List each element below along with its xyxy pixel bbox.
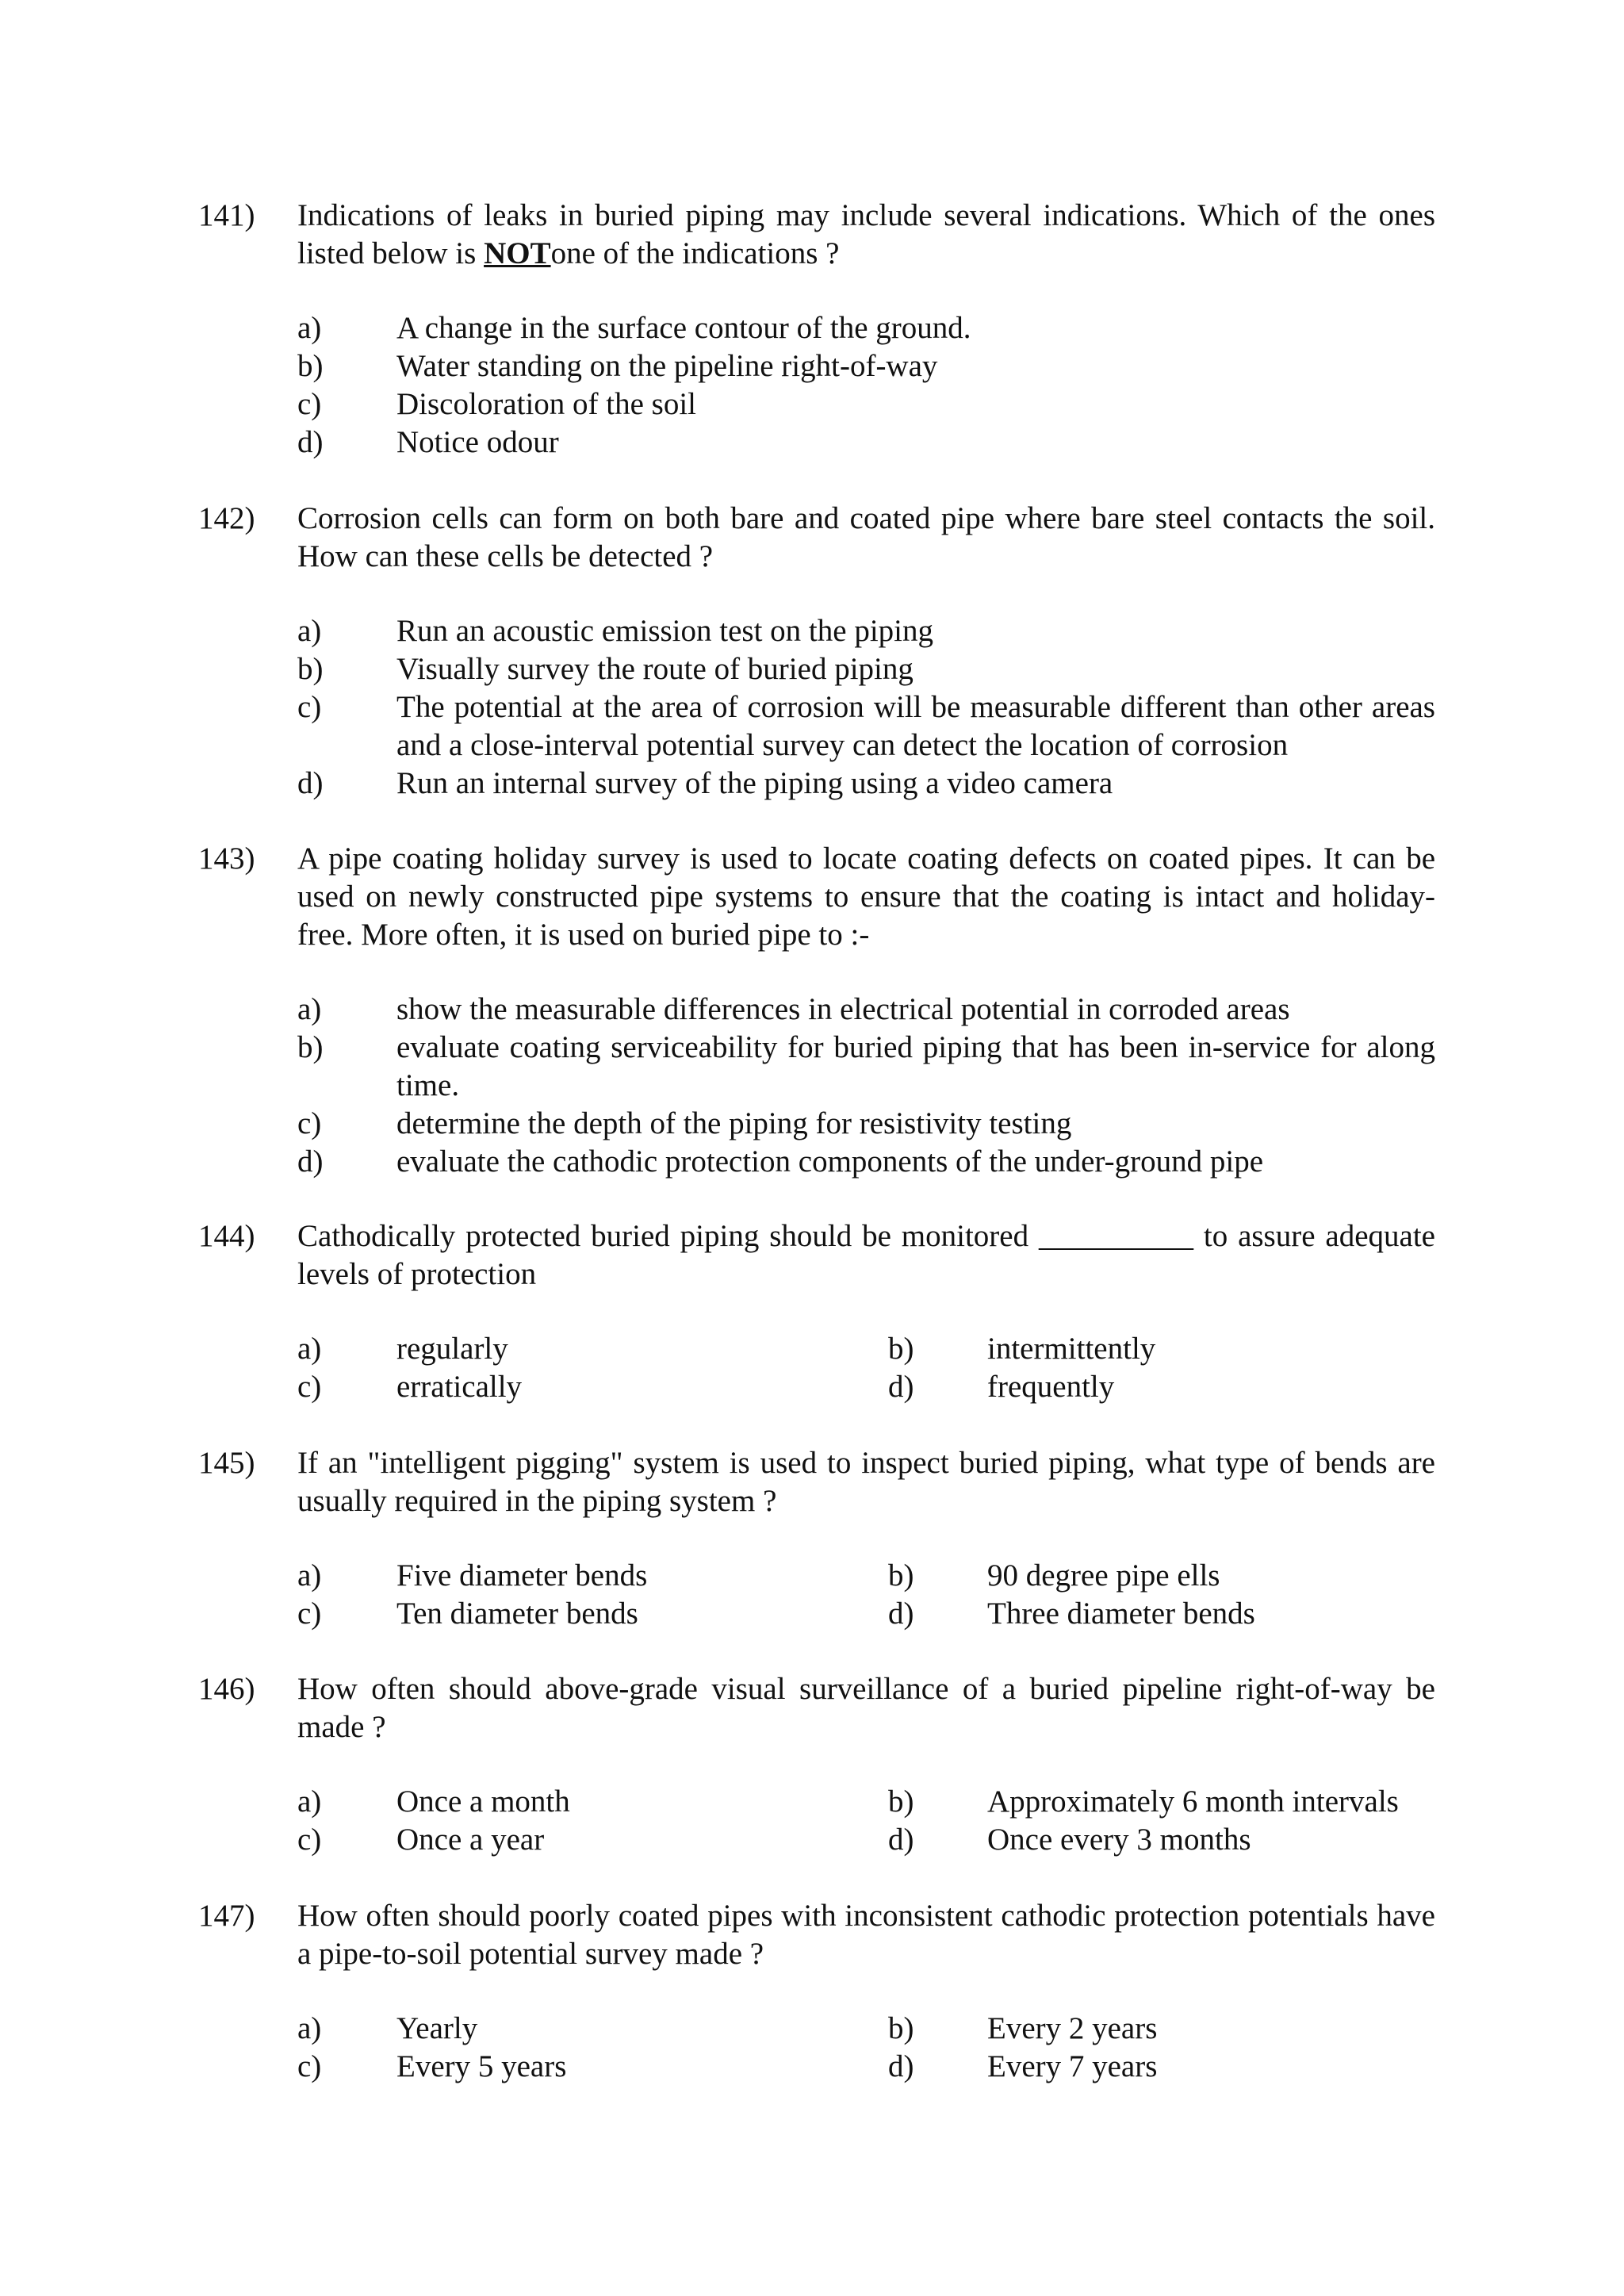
question-text: How often should poorly coated pipes with inconsistent cathodic protection potentials have a pipe-to-soil potential survey made ? — [297, 1899, 1435, 1971]
emphasis-not: NOT — [484, 236, 551, 270]
option-d[interactable]: d) Three diameter bends — [888, 1596, 1255, 1631]
option-c[interactable]: c) Ten diameter bends — [297, 1596, 638, 1631]
option-d[interactable]: d) Run an internal survey of the piping using a video camera — [297, 766, 1113, 800]
option-c[interactable]: c) The potential at the area of corrosion will be measurable different than other areas and a close-interval potential survey can detect the location of corrosion — [297, 690, 1435, 762]
question-text: Cathodically protected buried piping should be monitored __________ to assure adequate levels of protection — [297, 1219, 1435, 1291]
option-b[interactable]: b) Water standing on the pipeline right-of-way — [297, 349, 938, 383]
question-number: 146) — [198, 1672, 255, 1706]
question-number: 141) — [198, 198, 255, 232]
option-b[interactable]: b) 90 degree pipe ells — [888, 1558, 1220, 1593]
option-a[interactable]: a) Run an acoustic emission test on the piping — [297, 614, 933, 648]
question-text: Indications of leaks in buried piping may include several indications. Which of the ones listed below is NOTone of the indications ? — [297, 198, 1435, 270]
options-grid — [198, 1330, 1435, 1406]
option-a[interactable]: a) show the measurable differences in electrical potential in corroded areas — [297, 992, 1290, 1026]
option-b[interactable]: b) Visually survey the route of buried piping — [297, 652, 914, 686]
options-list — [198, 612, 1435, 803]
options-grid — [198, 1557, 1435, 1633]
option-c[interactable]: c) Discoloration of the soil — [297, 387, 697, 421]
option-c[interactable]: c) erratically — [297, 1370, 523, 1404]
question-text: Corrosion cells can form on both bare and coated pipe where bare steel contacts the soil. How can these cells be detected ? — [297, 501, 1435, 573]
option-a[interactable]: a) A change in the surface contour of the ground. — [297, 311, 971, 345]
option-a[interactable]: a) Yearly — [297, 2011, 478, 2045]
option-d[interactable]: d) Once every 3 months — [888, 1823, 1251, 1857]
options-grid — [198, 2010, 1435, 2086]
question-text: If an "intelligent pigging" system is used to inspect buried piping, what type of bends are usually required in the piping system ? — [297, 1446, 1435, 1518]
option-b[interactable]: b) evaluate coating serviceability for buried piping that has been in-service for along time. — [297, 1030, 1435, 1102]
question-147 — [198, 1897, 1435, 2086]
question-145 — [198, 1444, 1435, 1633]
question-143 — [198, 840, 1435, 1181]
question-text: A pipe coating holiday survey is used to locate coating defects on coated pipes. It can be used on newly constructed pipe systems to ensure that the coating is intact and holiday-free. More often, it is used on buried pipe to :- — [297, 841, 1435, 952]
question-146 — [198, 1670, 1435, 1859]
question-number: 145) — [198, 1446, 255, 1480]
option-b[interactable]: b) Every 2 years — [888, 2011, 1158, 2045]
question-number: 143) — [198, 841, 255, 876]
question-number: 142) — [198, 501, 255, 535]
option-d[interactable]: d) Every 7 years — [888, 2049, 1158, 2083]
question-number: 147) — [198, 1899, 255, 1933]
question-141 — [198, 197, 1435, 462]
option-b[interactable]: b) intermittently — [888, 1332, 1156, 1366]
question-142 — [198, 500, 1435, 803]
options-list — [198, 309, 1435, 462]
question-number: 144) — [198, 1219, 255, 1253]
option-c[interactable]: c) Every 5 years — [297, 2049, 567, 2083]
option-c[interactable]: c) Once a year — [297, 1823, 545, 1857]
option-c[interactable]: c) determine the depth of the piping for resistivity testing — [297, 1106, 1072, 1140]
option-a[interactable]: a) Once a month — [297, 1784, 570, 1819]
options-grid — [198, 1783, 1435, 1859]
option-a[interactable]: a) regularly — [297, 1332, 508, 1366]
option-a[interactable]: a) Five diameter bends — [297, 1558, 648, 1593]
option-b[interactable]: b) Approximately 6 month intervals — [888, 1784, 1399, 1819]
option-d[interactable]: d) frequently — [888, 1370, 1115, 1404]
question-144 — [198, 1217, 1435, 1406]
option-d[interactable]: d) Notice odour — [297, 425, 559, 459]
options-list — [198, 991, 1435, 1181]
option-d[interactable]: d) evaluate the cathodic protection components of the under-ground pipe — [297, 1144, 1264, 1179]
question-text: How often should above-grade visual surveillance of a buried pipeline right-of-way be made ? — [297, 1672, 1435, 1744]
